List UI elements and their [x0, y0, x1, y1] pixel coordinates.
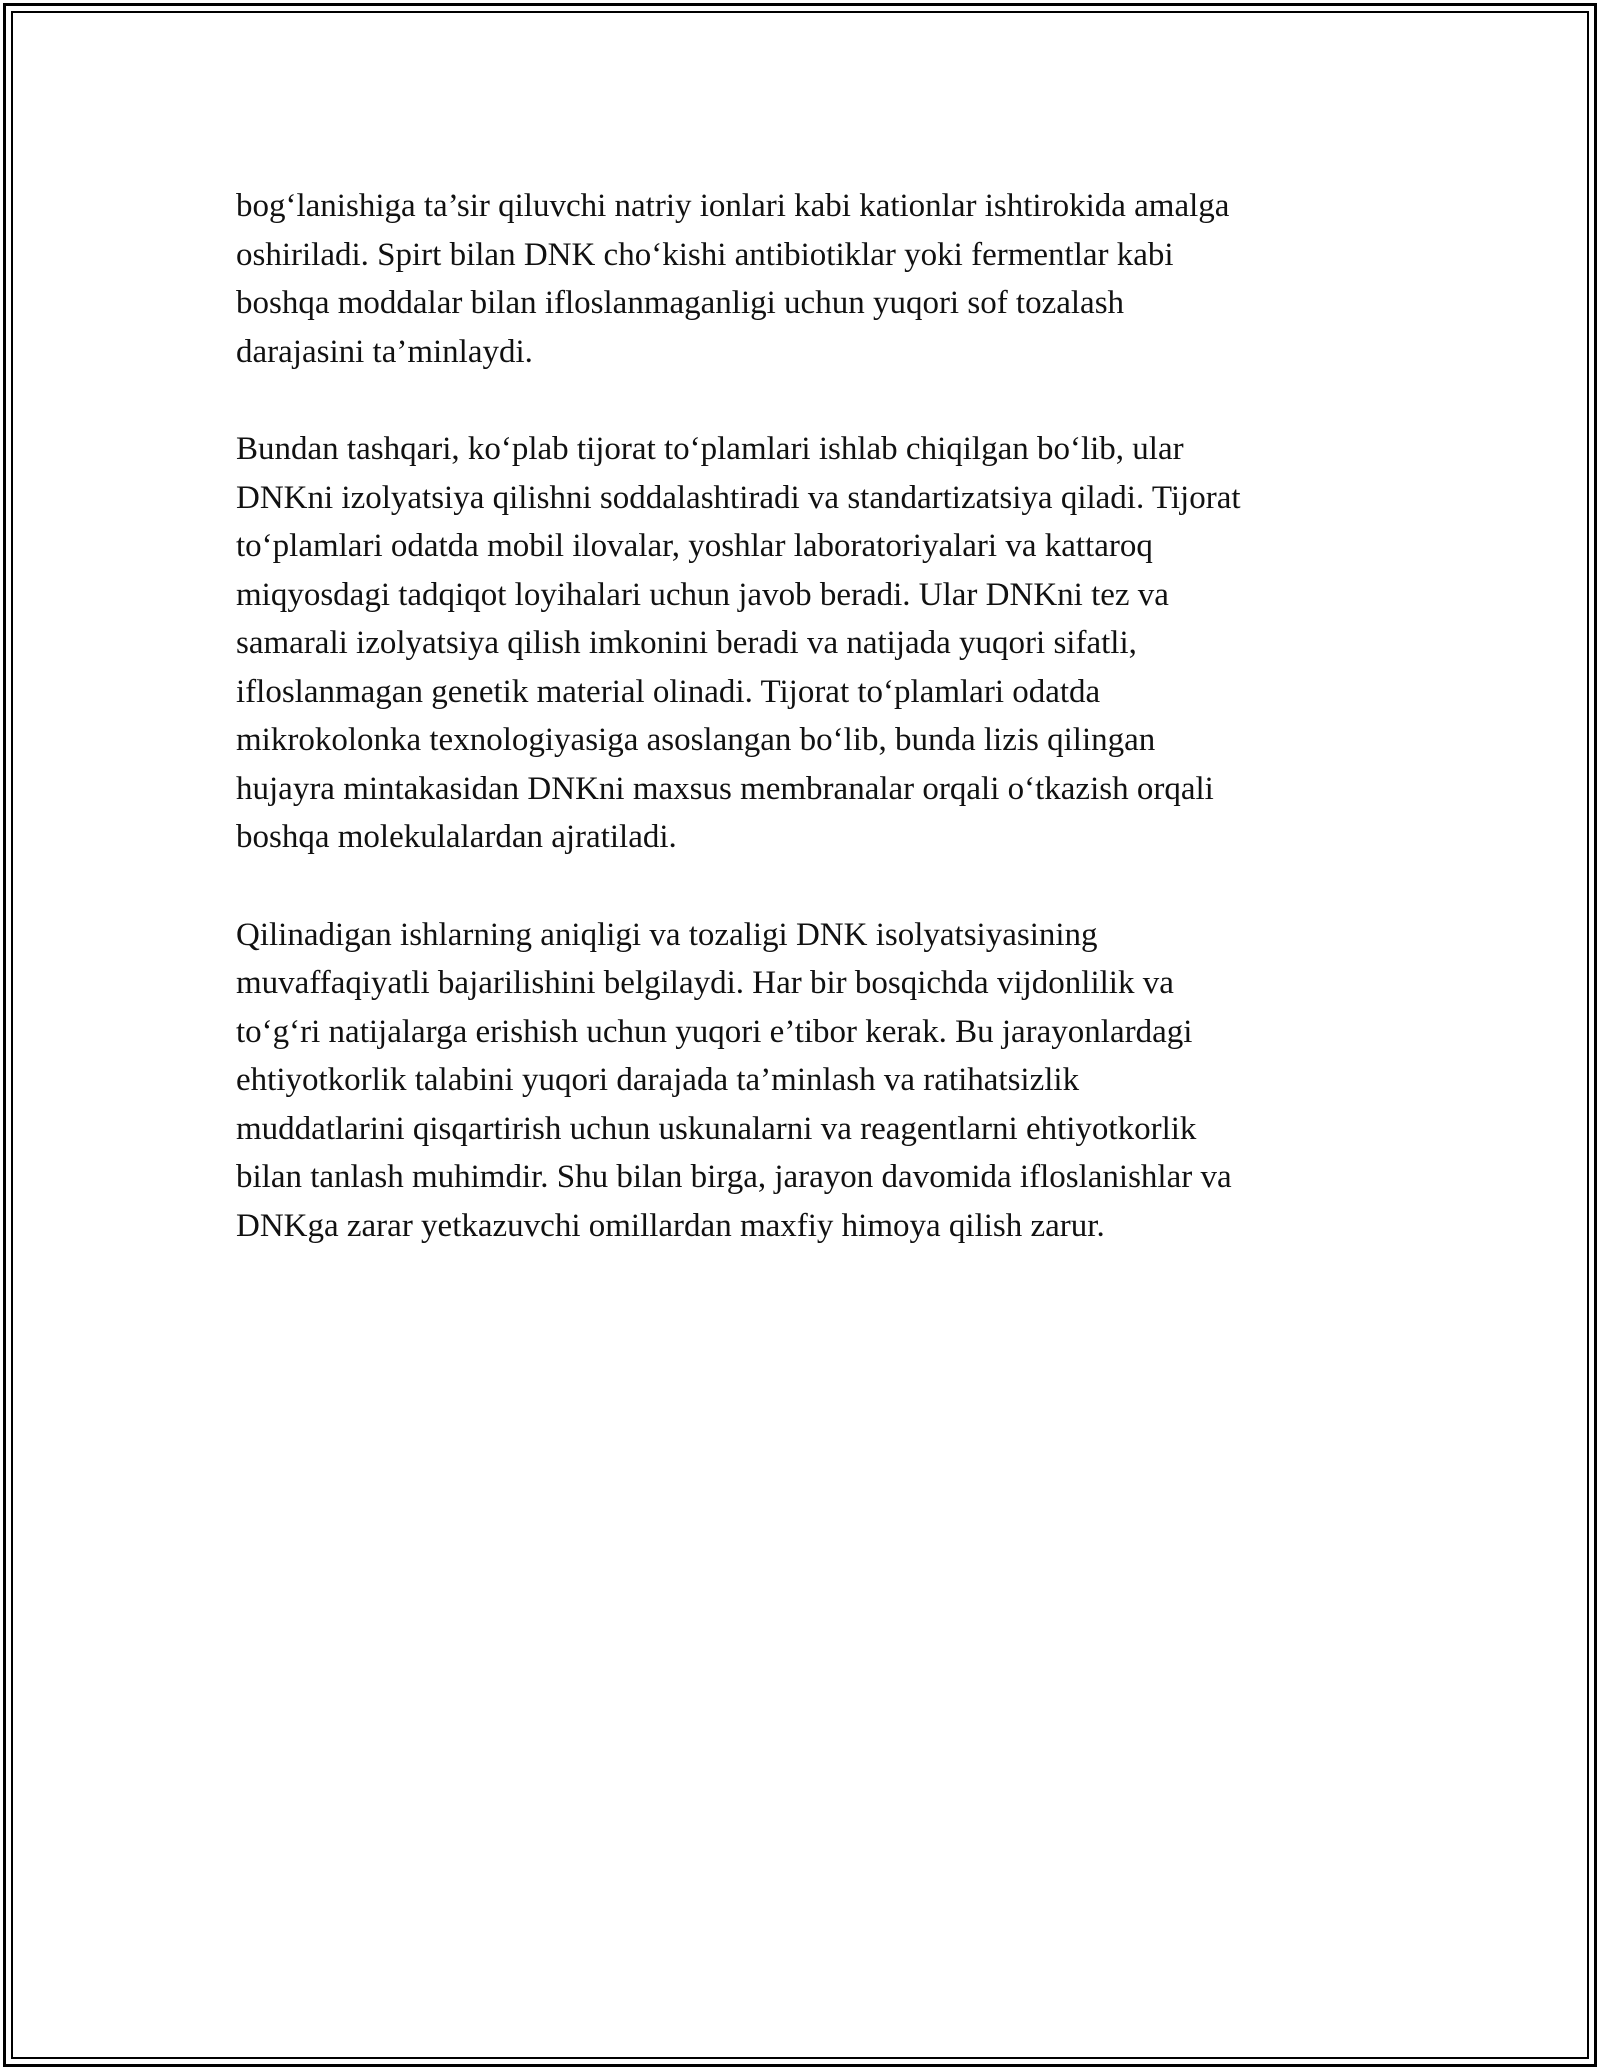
text-line: boshqa molekulalardan ajratiladi. — [236, 819, 677, 855]
text-line: boshqa moddalar bilan ifloslanmaganligi uchun yuqori sof tozalash — [236, 285, 1125, 321]
text-line: bog‘lanishiga ta’sir qiluvchi natriy ionlari kabi kationlar ishtirokida amalga — [236, 188, 1230, 224]
paragraph-spacer — [236, 862, 1366, 911]
text-line: miqyosdagi tadqiqot loyihalari uchun javob beradi. Ular DNKni tez va — [236, 576, 1169, 613]
text-line: muvaffaqiyatli bajarilishini belgilaydi. Har bir bosqichda vijdonlilik va — [236, 965, 1174, 1001]
text-line: DNKni izolyatsiya qilishni soddalashtiradi va standartizatsiya qiladi. Tijorat — [236, 479, 1241, 516]
paragraph-3 — [236, 911, 1366, 1251]
text-line: samarali izolyatsiya qilish imkonini beradi va natijada yuqori sifatli, — [236, 625, 1137, 661]
text-line: bilan tanlash muhimdir. Shu bilan birga, jarayon davomida ifloslanishlar va — [236, 1159, 1232, 1195]
paragraph-spacer — [236, 376, 1366, 425]
text-line: Qilinadigan ishlarning aniqligi va tozaligi DNK isolyatsiyasining — [236, 916, 1098, 953]
paragraph-1 — [236, 182, 1366, 376]
text-line: to‘plamlari odatda mobil ilovalar, yoshlar laboratoriyalari va kattaroq — [236, 528, 1153, 564]
text-line: ifloslanmagan genetik material olinadi. Tijorat to‘plamlari odatda — [236, 673, 1101, 710]
text-line: hujayra mintakasidan DNKni maxsus membranalar orqali o‘tkazish orqali — [236, 770, 1214, 807]
text-line: ehtiyotkorlik talabini yuqori darajada ta’minlash va ratihatsizlik — [236, 1062, 1080, 1098]
text-line: DNKga zarar yetkazuvchi omillardan maxfiy himoya qilish zarur. — [236, 1207, 1105, 1244]
text-line: to‘g‘ri natijalarga erishish uchun yuqori e’tibor kerak. Bu jarayonlardagi — [236, 1013, 1193, 1050]
text-line: Bundan tashqari, ko‘plab tijorat to‘plamlari ishlab chiqilgan bo‘lib, ular — [236, 431, 1184, 467]
paragraph-2 — [236, 425, 1366, 862]
document-body — [236, 182, 1366, 1250]
text-line: mikrokolonka texnologiyasiga asoslangan bo‘lib, bunda lizis qilingan — [236, 722, 1156, 758]
text-line: oshiriladi. Spirt bilan DNK cho‘kishi antibiotiklar yoki fermentlar kabi — [236, 236, 1174, 273]
text-line: muddatlarini qisqartirish uchun uskunalarni va reagentlarni ehtiyotkorlik — [236, 1110, 1197, 1147]
text-line: darajasini ta’minlaydi. — [236, 333, 533, 370]
